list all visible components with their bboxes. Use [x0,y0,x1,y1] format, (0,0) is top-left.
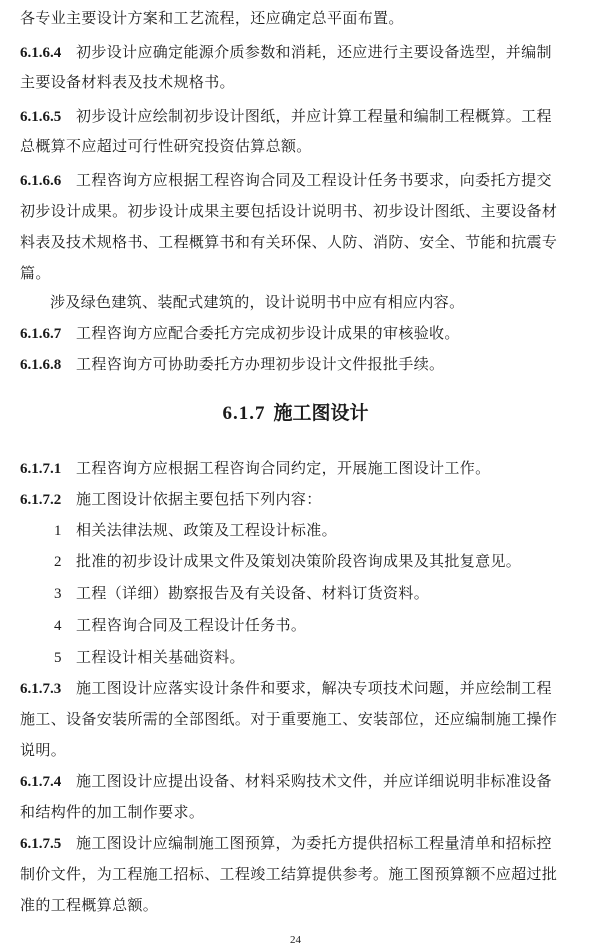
clause-6-1-7-2: 6.1.7.2 施工图设计依据主要包括下列内容： [20,490,322,508]
list-item: 1 相关法律法规、政策及工程设计标准。 [54,521,337,539]
paragraph-line: 涉及绿色建筑、装配式建筑的，设计说明书中应有相应内容。 [50,293,465,311]
clause-6-1-6-7: 6.1.6.7 工程咨询方应配合委托方完成初步设计成果的审核验收。 [20,324,460,342]
list-item: 4 工程咨询合同及工程设计任务书。 [54,616,307,634]
clause-number: 6.1.7.5 [20,836,62,852]
clause-6-1-7-1: 6.1.7.1 工程咨询方应根据工程咨询合同约定，开展施工图设计工作。 [20,459,491,477]
section-number: 6.1.7 [222,403,266,424]
section-heading [0,400,591,427]
clause-number: 6.1.7.1 [20,461,62,477]
list-item: 3 工程（详细）勘察报告及有关设备、材料订货资料。 [54,584,430,602]
paragraph-line: 初步设计成果。初步设计成果主要包括设计说明书、初步设计图纸、主要设备材 [20,202,558,220]
clause-number: 6.1.6.5 [20,109,62,125]
clause-number: 6.1.6.6 [20,173,62,189]
paragraph-line: 主要设备材料表及技术规格书。 [20,73,235,91]
paragraph-line: 准的工程概算总额。 [20,896,159,914]
paragraph-line: 各专业主要设计方案和工艺流程，还应确定总平面布置。 [20,9,404,27]
paragraph-line: 料表及技术规格书、工程概算书和有关环保、人防、消防、安全、节能和抗震专 [20,233,558,251]
paragraph-line: 制价文件，为工程施工招标、工程竣工结算提供参考。施工图预算额不应超过批 [20,865,558,883]
clause-6-1-6-5: 6.1.6.5 初步设计应绘制初步设计图纸，并应计算工程量和编制工程概算。工程 [20,107,552,125]
clause-number: 6.1.7.2 [20,492,62,508]
paragraph-line: 说明。 [20,741,67,759]
clause-number: 6.1.6.7 [20,326,62,342]
paragraph-line: 总概算不应超过可行性研究投资估算总额。 [20,137,312,155]
clause-6-1-7-4: 6.1.7.4 施工图设计应提出设备、材料采购技术文件，并应详细说明非标准设备 [20,772,552,790]
clause-6-1-6-6: 6.1.6.6 工程咨询方应根据工程咨询合同及工程设计任务书要求，向委托方提交 [20,171,552,189]
paragraph-line: 施工、设备安装所需的全部图纸。对于重要施工、安装部位，还应编制施工操作 [20,710,558,728]
paragraph-line: 和结构件的加工制作要求。 [20,803,205,821]
clause-6-1-6-4: 6.1.6.4 初步设计应确定能源介质参数和消耗，还应进行主要设备选型，并编制 [20,43,552,61]
clause-number: 6.1.6.4 [20,45,62,61]
clause-number: 6.1.7.3 [20,681,62,697]
list-item: 2 批准的初步设计成果文件及策划决策阶段咨询成果及其批复意见。 [54,552,522,570]
clause-6-1-7-3: 6.1.7.3 施工图设计应落实设计条件和要求，解决专项技术问题，并应绘制工程 [20,679,552,697]
paragraph-line: 篇。 [20,264,51,282]
page-number: 24 [290,934,301,946]
clause-number: 6.1.7.4 [20,774,62,790]
section-title: 施工图设计 [273,402,369,424]
clause-6-1-6-8: 6.1.6.8 工程咨询方可协助委托方办理初步设计文件报批手续。 [20,355,445,373]
list-item: 5 工程设计相关基础资料。 [54,648,245,666]
clause-6-1-7-5: 6.1.7.5 施工图设计应编制施工图预算，为委托方提供招标工程量清单和招标控 [20,834,552,852]
clause-number: 6.1.6.8 [20,357,62,373]
